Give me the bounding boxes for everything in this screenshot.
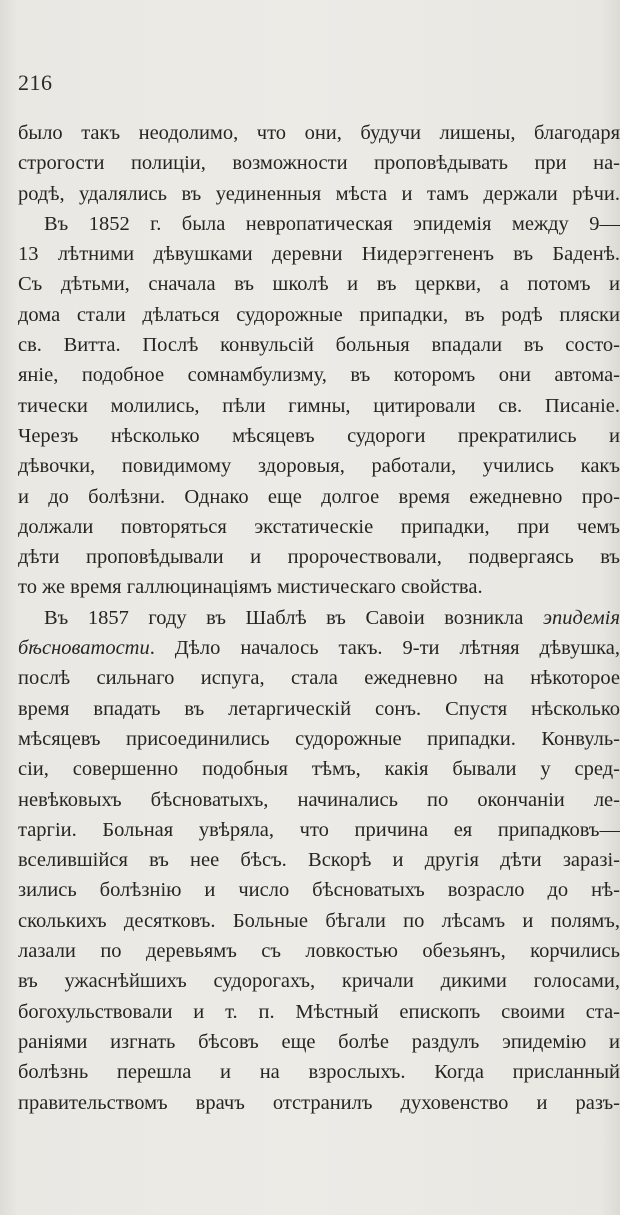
text-line: и до болѣзни. Однако еще долгое время ежедневно про-	[18, 485, 620, 508]
text-line: время впадать въ летаргическій сонъ. Спустя нѣсколько	[18, 697, 620, 720]
text-line	[18, 633, 620, 663]
body-text	[18, 118, 620, 1118]
text-line: тически молились, пѣли гимны, цитировали св. Писаніе.	[18, 394, 620, 417]
italic-term: бѣсноватости	[18, 637, 150, 660]
text-line: родѣ, удалялись въ уединенныя мѣста и тамъ держали рѣчи.	[18, 182, 620, 205]
text-line: 13 лѣтними дѣвушками деревни Нидерэггененъ въ Баденѣ.	[18, 243, 620, 266]
text-line: сіи, совершенно подобныя тѣмъ, какія бывали у сред-	[18, 758, 620, 781]
text-line: дѣвочки, повидимому здоровыя, работали, учились какъ	[18, 455, 620, 478]
text-line: зились болѣзнію и число бѣсноватыхъ возрасло до нѣ-	[18, 879, 620, 902]
text-line: св. Витта. Послѣ конвульсій больныя впадали въ состо-	[18, 334, 620, 357]
text-run: . Дѣло началось такъ. 9-ти лѣтняя дѣвушка,	[149, 637, 620, 660]
text-line: яніе, подобное сомнамбулизму, въ которомъ они автома-	[18, 364, 620, 387]
text-line: въ ужаснѣйшихъ судорогахъ, кричали дикими голосами,	[18, 970, 620, 993]
text-line	[18, 603, 620, 633]
text-line: дома стали дѣлаться судорожные припадки, въ родѣ пляски	[18, 303, 620, 326]
text-line: было такъ неодолимо, что они, будучи лишены, благодаря	[18, 122, 620, 144]
text-line: дѣти проповѣдывали и пророчествовали, подвергаясь въ	[18, 546, 620, 569]
text-line: то же время галлюцинаціямъ мистическаго свойства.	[18, 576, 483, 599]
text-line: лазали по деревьямъ съ ловкостью обезьянъ, корчились	[18, 940, 620, 963]
text-line: мѣсяцевъ присоединились судорожные припадки. Конвуль-	[18, 727, 620, 750]
text-line: невѣковыхъ бѣсноватыхъ, начинались по окончаніи ле-	[18, 788, 620, 811]
text-line: правительствомъ врачъ отстранилъ духовенство и разъ-	[18, 1091, 620, 1114]
text-line: Черезъ нѣсколько мѣсяцевъ судороги прекратились и	[18, 424, 620, 447]
text-line: болѣзнь перешла и на взрослыхъ. Когда присланный	[18, 1061, 620, 1084]
text-line: раніями изгнать бѣсовъ еще болѣе раздулъ эпидемію и	[18, 1030, 620, 1053]
text-run: Въ 1857 году въ Шаблѣ въ Савоіи возникла	[44, 606, 543, 629]
text-line: строгости полиціи, возможности проповѣдывать при на-	[18, 152, 620, 175]
text-line: вселившійся въ нее бѣсъ. Вскорѣ и другія дѣти заразі-	[18, 849, 620, 872]
italic-term: эпидемія	[542, 606, 620, 629]
text-line: богохульствовали и т. п. Мѣстный епископъ своими ста-	[18, 1000, 620, 1023]
text-line: должали повторяться экстатическіе припадки, при чемъ	[18, 515, 620, 538]
text-line: Съ дѣтьми, сначала въ школѣ и въ церкви, а потомъ и	[18, 273, 620, 296]
page-number: 216	[18, 70, 53, 95]
text-line: таргіи. Больная увѣряла, что причина ея припадковъ—	[18, 818, 620, 841]
text-line: Въ 1852 г. была невропатическая эпидемія между 9—	[44, 212, 620, 235]
text-line: сколькихъ десятковъ. Больные бѣгали по лѣсамъ и полямъ,	[18, 909, 620, 932]
text-line: послѣ сильнаго испуга, стала ежедневно на нѣкоторое	[18, 667, 620, 690]
